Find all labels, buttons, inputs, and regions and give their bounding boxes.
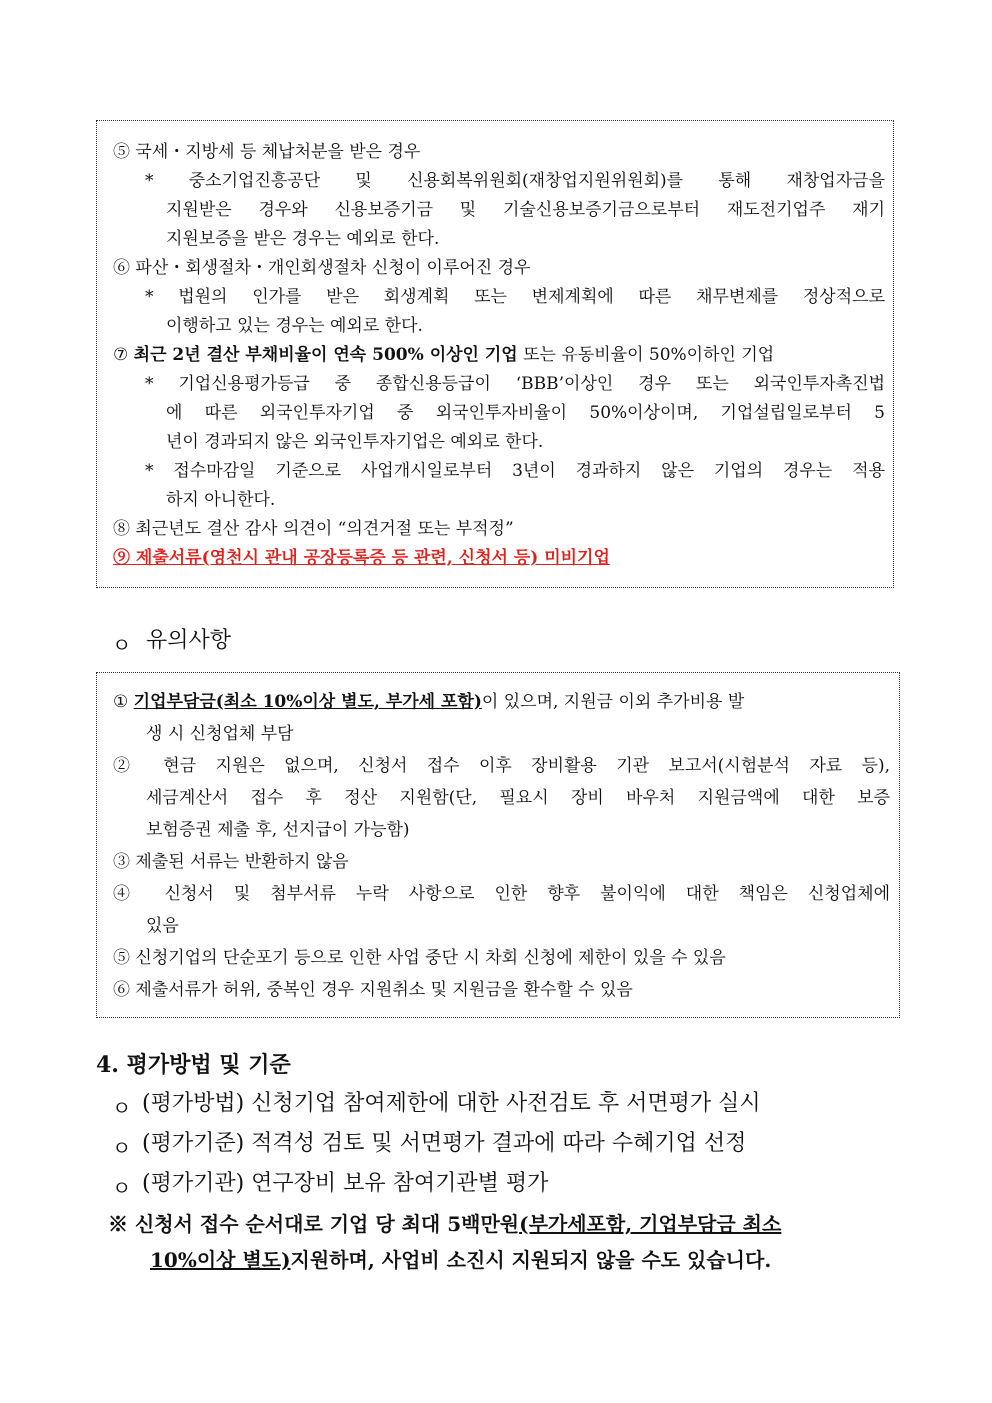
restriction-item-7-note: * 기업신용평가등급 중 종합신용등급이 ‘BBB’이상인 경우 또는 외국인투자촉진법 [145, 374, 885, 394]
restriction-item-5-note: 지원보증을 받은 경우는 예외로 한다. [166, 229, 440, 249]
note-underlined: (부가세포함, 기업부담금 최소 [519, 1212, 782, 1236]
note-item-2: ② 현금 지원은 없으며, 신청서 접수 이후 장비활용 기관 보고서(시험분석 자료 등), [113, 756, 890, 776]
restriction-item-5-note: 지원받은 경우와 신용보증기금 및 기술신용보증기금으로부터 재도전기업주 재기 [166, 200, 885, 220]
restriction-item-9: ⑨ 제출서류(영천시 관내 공장등록증 등 관련, 신청서 등) 미비기업 [113, 548, 610, 568]
restriction-item-5-note: * 중소기업진흥공단 및 신용회복위원회(재창업지원위원회)를 통해 재창업자금을 [145, 171, 885, 191]
note-item-6: ⑥ 제출서류가 허위, 중복인 경우 지원취소 및 지원금을 환수할 수 있음 [113, 980, 633, 1000]
item-number: ⑦ [113, 345, 129, 365]
note-item-1 [113, 690, 744, 714]
note-prefix: ※ 신청서 접수 순서대로 기업 당 최대 5백만원 [108, 1212, 520, 1236]
note-item-3: ③ 제출된 서류는 반환하지 않음 [113, 852, 349, 872]
note-underlined: 10%이상 별도) [150, 1248, 291, 1272]
note-item-2-cont: 보험증권 제출 후, 선지급이 가능함) [146, 820, 410, 840]
note-item-1-bold: 기업부담금(최소 10%이상 별도, 부가세 포함) [133, 692, 482, 712]
restriction-item-6: ⑥ 파산・회생절차・개인회생절차 신청이 이루어진 경우 [113, 258, 531, 278]
note-item-2-cont: 세금계산서 접수 후 정산 지원함(단, 필요시 장비 바우처 지원금액에 대한 보증 [146, 788, 890, 808]
restriction-item-7-rest: 또는 유동비율이 50%이하인 기업 [517, 345, 775, 365]
restriction-item-7-note: 에 따른 외국인투자기업 중 외국인투자비율이 50%이상이며, 기업설립일로부터 5 [166, 403, 885, 423]
bullet: ㅇ [112, 1176, 132, 1200]
section-heading: 4. 평가방법 및 기준 [96, 1052, 291, 1078]
bullet: ㅇ [112, 633, 132, 657]
restriction-item-8: ⑧ 최근년도 결산 감사 의견이 “의견거절 또는 부적정” [113, 519, 514, 539]
restriction-item-7-note: 년이 경과되지 않은 외국인투자기업은 예외로 한다. [166, 432, 544, 452]
note-rest: 지원하며, 사업비 소진시 지원되지 않을 수도 있습니다. [290, 1248, 772, 1272]
note-item-5: ⑤ 신청기업의 단순포기 등으로 인한 사업 중단 시 차회 신청에 제한이 있을 수 있음 [113, 948, 726, 968]
evaluation-note-cont [150, 1245, 771, 1275]
evaluation-item-2: (평가기준) 적격성 검토 및 서면평가 결과에 따라 수혜기업 선정 [142, 1131, 747, 1156]
note-item-4: ④ 신청서 및 첨부서류 누락 사항으로 인한 향후 불이익에 대한 책임은 신청업체에 [113, 884, 890, 904]
evaluation-item-1: (평가방법) 신청기업 참여제한에 대한 사전검토 후 서면평가 실시 [142, 1091, 761, 1116]
evaluation-item-3: (평가기관) 연구장비 보유 참여기관별 평가 [142, 1171, 549, 1196]
restriction-item-7-note: 하지 아니한다. [166, 490, 276, 510]
restriction-item-7 [113, 343, 774, 367]
restriction-item-7-note: * 접수마감일 기준으로 사업개시일로부터 3년이 경과하지 않은 기업의 경우는 적용 [145, 461, 885, 481]
note-item-1-cont: 생 시 신청업체 부담 [146, 724, 294, 744]
bullet: ㅇ [112, 1096, 132, 1120]
evaluation-note [108, 1209, 781, 1239]
bullet: ㅇ [112, 1136, 132, 1160]
restriction-item-7-bold: 최근 2년 결산 부채비율이 연속 500% 이상인 기업 [133, 345, 518, 365]
item-number: ① [113, 692, 129, 712]
restriction-item-6-note: 이행하고 있는 경우는 예외로 한다. [166, 316, 423, 336]
restriction-item-6-note: * 법원의 인가를 받은 회생계획 또는 변제계획에 따른 채무변제를 정상적으로 [145, 287, 885, 307]
notes-title: 유의사항 [146, 628, 232, 653]
note-item-4-cont: 있음 [146, 916, 179, 936]
restriction-item-5: ⑤ 국세・지방세 등 체납처분을 받은 경우 [113, 142, 421, 162]
note-item-1-rest: 이 있으며, 지원금 이외 추가비용 발 [481, 692, 745, 712]
